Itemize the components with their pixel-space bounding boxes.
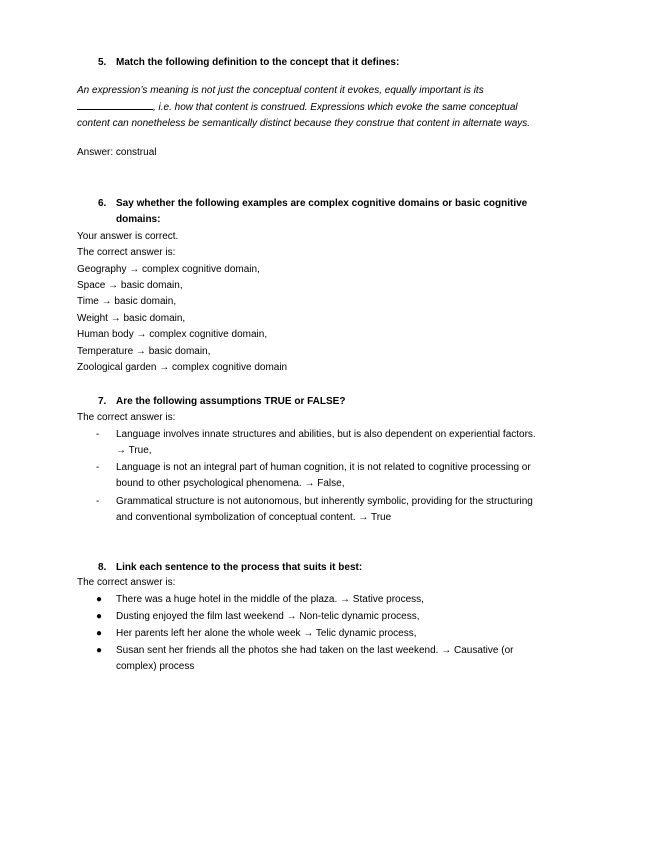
q8-item-2: Dusting enjoyed the film last weekend → Non-telic dynamic process, bbox=[116, 611, 420, 622]
q6-item-human-body: Human body → complex cognitive domain, bbox=[77, 329, 268, 340]
q6-item-time: Time → basic domain, bbox=[77, 296, 177, 307]
q7-number: 7. bbox=[98, 396, 107, 407]
bullet-dot-icon: ● bbox=[96, 594, 103, 605]
q5-answer: Answer: construal bbox=[77, 147, 157, 158]
q6-correct-label: The correct answer is: bbox=[77, 247, 176, 258]
q7-list-item bbox=[96, 494, 576, 526]
q7-item-2-line-1: Language is not an integral part of human cognition, it is not related to cognitive processing or bbox=[116, 462, 531, 473]
q6-heading bbox=[98, 196, 538, 228]
q7-list-item bbox=[96, 427, 576, 459]
q7-heading bbox=[98, 394, 345, 410]
q6-number: 6. bbox=[98, 198, 107, 209]
q8-number: 8. bbox=[98, 562, 107, 573]
q6-item-space: Space → basic domain, bbox=[77, 280, 183, 291]
q5-definition-line-2-text: , i.e. how that content is construed. Expressions which evoke the same conceptual bbox=[153, 102, 518, 113]
q8-item-4-line-2: complex) process bbox=[116, 661, 195, 672]
q6-title-line-1: Say whether the following examples are complex cognitive domains or basic cognitive bbox=[116, 198, 528, 209]
q6-item-temperature: Temperature → basic domain, bbox=[77, 346, 211, 357]
q5-title: Match the following definition to the concept that it defines: bbox=[116, 57, 400, 68]
q5-blank bbox=[77, 100, 153, 110]
q8-title: Link each sentence to the process that suits it best: bbox=[116, 562, 363, 573]
q6-status: Your answer is correct. bbox=[77, 231, 179, 242]
q6-item-geography: Geography → complex cognitive domain, bbox=[77, 264, 260, 275]
q7-item-1-line-1: Language involves innate structures and abilities, but is also dependent on experiential factors. bbox=[116, 429, 536, 440]
q5-heading bbox=[98, 55, 399, 71]
bullet-dot-icon: ● bbox=[96, 628, 103, 639]
q6-item-weight: Weight → basic domain, bbox=[77, 313, 186, 324]
q5-definition-line-1: An expression’s meaning is not just the conceptual content it evokes, equally important is its bbox=[77, 85, 484, 96]
q7-correct-label: The correct answer is: bbox=[77, 412, 176, 423]
q8-list-item bbox=[96, 592, 576, 608]
q8-item-1: There was a huge hotel in the middle of the plaza. → Stative process, bbox=[116, 594, 424, 605]
q7-title: Are the following assumptions TRUE or FALSE? bbox=[116, 396, 346, 407]
q5-definition-line-3: content can nonetheless be semantically distinct because they construe that content in alternate ways. bbox=[77, 118, 531, 129]
q7-item-3-line-1: Grammatical structure is not autonomous, but inherently symbolic, providing for the structuring bbox=[116, 496, 533, 507]
dash-marker: - bbox=[96, 462, 100, 473]
q5-definition-line-2 bbox=[77, 100, 518, 115]
q7-item-3-line-2: and conventional symbolization of conceptual content. → True bbox=[116, 512, 392, 523]
q8-list-item bbox=[96, 643, 576, 675]
bullet-dot-icon: ● bbox=[96, 645, 103, 656]
q8-correct-label: The correct answer is: bbox=[77, 577, 176, 588]
q8-heading bbox=[98, 560, 362, 576]
q6-item-zoological-garden: Zoological garden → complex cognitive domain bbox=[77, 362, 288, 373]
q7-item-1-line-2: → True, bbox=[116, 445, 152, 456]
q7-item-2-line-2: bound to other psychological phenomena. → False, bbox=[116, 478, 345, 489]
dash-marker: - bbox=[96, 429, 100, 440]
q8-list-item bbox=[96, 626, 576, 642]
q6-title-line-2: domains: bbox=[116, 214, 161, 225]
q5-number: 5. bbox=[98, 57, 107, 68]
q7-list-item bbox=[96, 460, 576, 492]
q8-list-item bbox=[96, 609, 576, 625]
bullet-dot-icon: ● bbox=[96, 611, 103, 622]
q8-item-3: Her parents left her alone the whole week → Telic dynamic process, bbox=[116, 628, 417, 639]
dash-marker: - bbox=[96, 496, 100, 507]
q8-item-4-line-1: Susan sent her friends all the photos she had taken on the last weekend. → Causative (or bbox=[116, 645, 514, 656]
